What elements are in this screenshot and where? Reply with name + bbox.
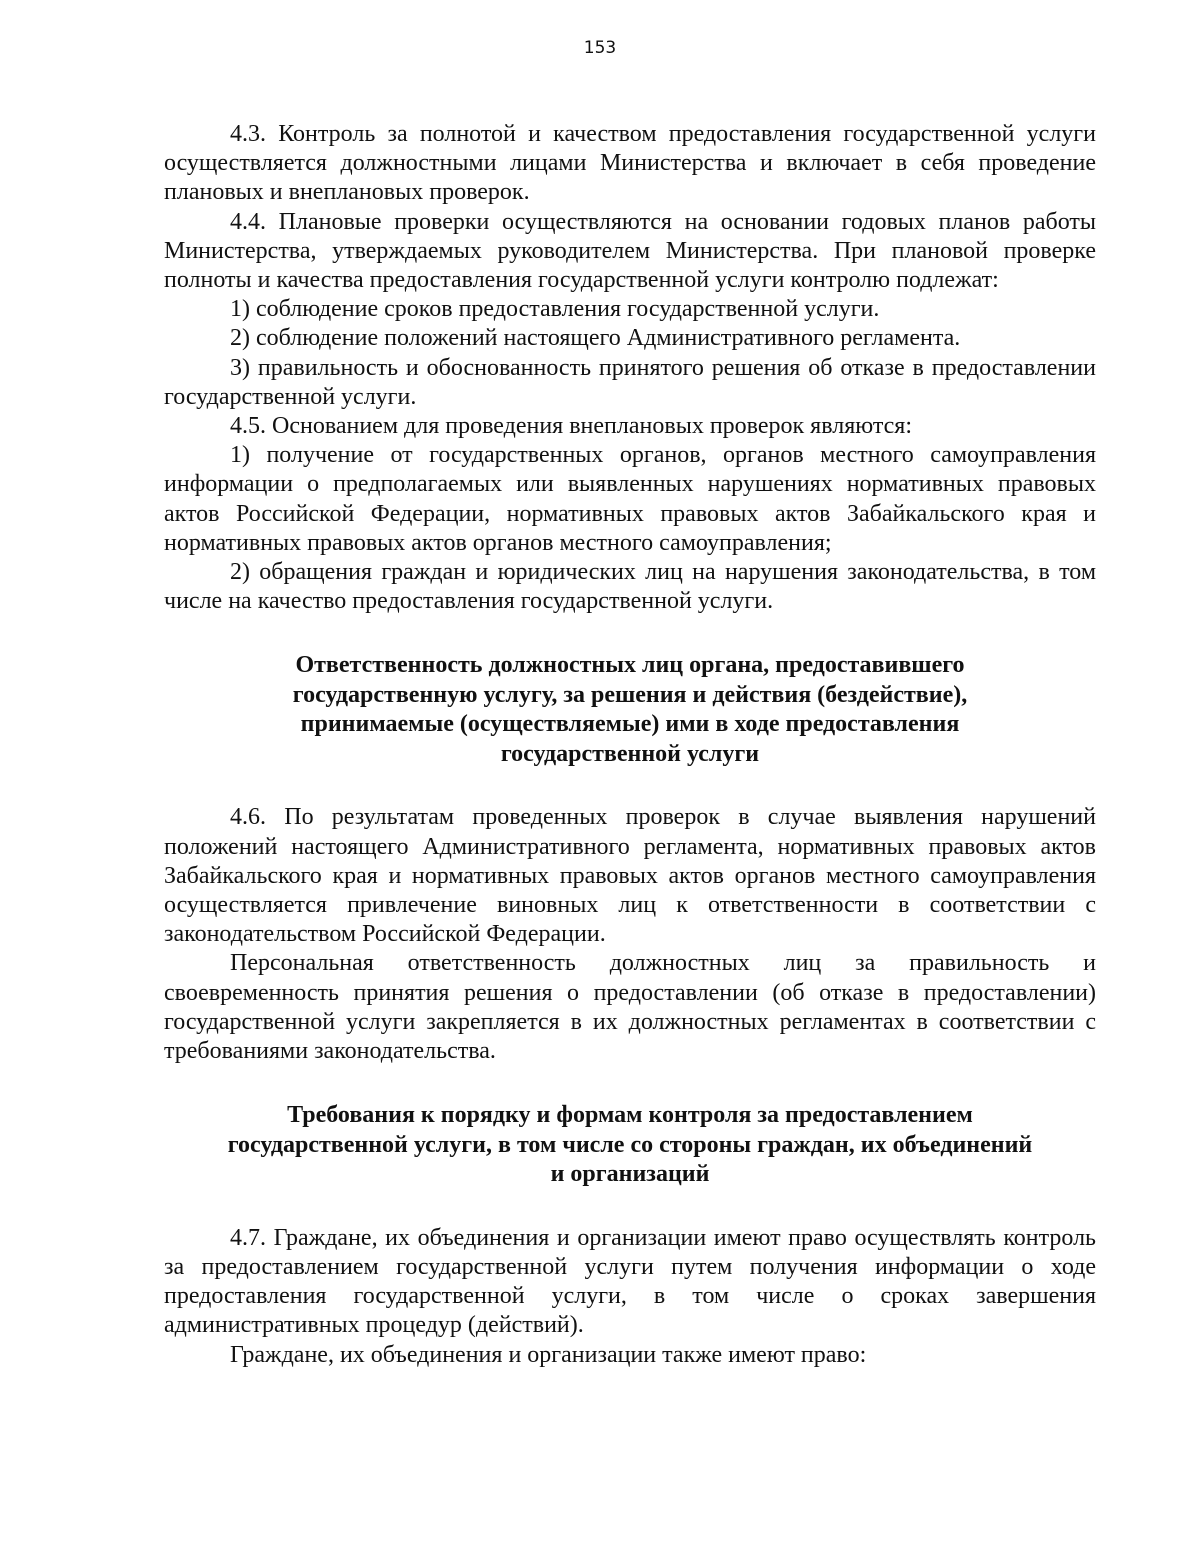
- paragraph-4-3: 4.3. Контроль за полнотой и качеством предоставления государственной услуги осуществляется должностными лицами Министерства и включает в себя проведение плановых и внеплановых проверок.: [164, 121, 1096, 206]
- list-item-1-unplanned: 1) получение от государственных органов, органов местного самоуправления информации о предполагаемых или выявленных нарушениях нормативных правовых актов Российской Федерации, нормативных правовых актов Забайкальского края и нормативных правовых актов органов местного самоуправления;: [164, 442, 1096, 556]
- section-heading-control-requirements: Требования к порядку и формам контроля за предоставлением государственной услуги, в том числе со стороны граждан, их объединений и организаций: [227, 1102, 1033, 1188]
- page-number: 153: [583, 38, 617, 58]
- paragraph-4-4: 4.4. Плановые проверки осуществляются на основании годовых планов работы Министерства, утверждаемых руководителем Министерства. При плановой проверке полноты и качества предоставления государственной услуги контролю подлежат:: [164, 208, 1096, 294]
- paragraph-4-6: 4.6. По результатам проведенных проверок в случае выявления нарушений положений настоящего Административного регламента, нормативных правовых актов Забайкальского края и нормативных правовых актов органов местного самоуправления осуществляется привлечение виновных лиц к ответственности в соответствии с законодательством Российской Федерации.: [164, 804, 1096, 948]
- list-item-1: 1) соблюдение сроков предоставления государственной услуги.: [230, 296, 880, 323]
- paragraph-citizens-rights: Граждане, их объединения и организации также имеют право:: [230, 1341, 867, 1368]
- paragraph-4-5: 4.5. Основанием для проведения внеплановых проверок являются:: [230, 413, 912, 440]
- document-body: [164, 120, 1096, 1370]
- paragraph-4-7: 4.7. Граждане, их объединения и организации имеют право осуществлять контроль за предоставлением государственной услуги путем получения информации о ходе предоставления государственной услуги, в том числе о сроках завершения административных процедур (действий).: [164, 1224, 1096, 1339]
- section-heading-responsibility: Ответственность должностных лиц органа, предоставившего государственную услугу, за решения и действия (бездействие), принимаемые (осуществляемые) ими в ходе предоставления государственной услуги: [292, 652, 968, 767]
- list-item-2: 2) соблюдение положений настоящего Административного регламента.: [230, 325, 961, 352]
- paragraph-personal-responsibility: Персональная ответственность должностных лиц за правильность и своевременность принятия решения о предоставлении (об отказе в предоставлении) государственной услуги закрепляется в их должностных регламентах в соответствии с требованиями законодательства.: [164, 950, 1096, 1065]
- list-item-2-unplanned: 2) обращения граждан и юридических лиц на нарушения законодательства, в том числе на качество предоставления государственной услуги.: [164, 559, 1096, 615]
- list-item-3: 3) правильность и обоснованность принятого решения об отказе в предоставлении государственной услуги.: [164, 354, 1096, 410]
